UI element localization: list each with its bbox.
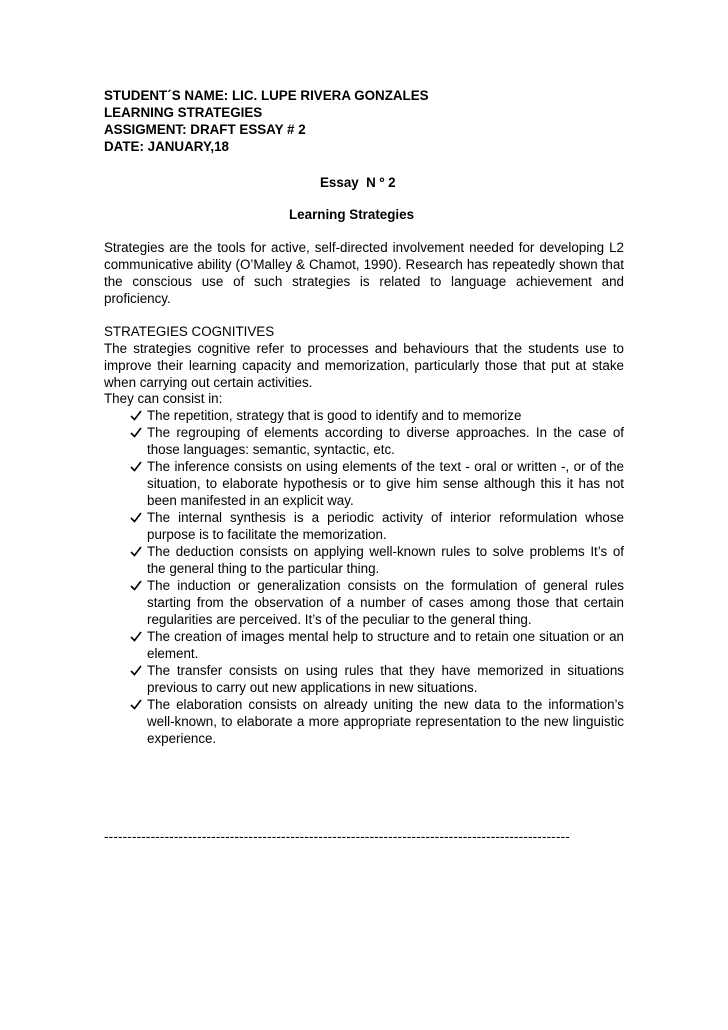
list-item-text: The deduction consists on applying well-known rules to solve problems It’s of the general thing to the particular thing. (147, 544, 624, 576)
list-item (104, 696, 624, 747)
list-item (104, 662, 624, 696)
checkmark-icon (129, 424, 143, 441)
list-item-text: The inference consists on using elements of the text - oral or written -, or of the situation, to elaborate hypothesis or to give him sense although this it has not been manifested in an explicit way. (147, 459, 624, 508)
intro-paragraph: Strategies are the tools for active, self-directed involvement needed for developing L2 communicative ability (O’Malley & Chamot, 1990). Research has repeatedly shown that the conscious use of such strategies is related to language achievement and proficiency. (104, 240, 624, 306)
list-item-text: The transfer consists on using rules that they have memorized in situations previous to carry out new applications in new situations. (147, 663, 624, 695)
assignment: ASSIGMENT: DRAFT ESSAY # 2 (104, 122, 306, 137)
list-intro: They can consist in: (104, 391, 223, 406)
page-divider: ---------------------------------------------------------------------------------------------------- (104, 829, 570, 844)
list-item (104, 543, 624, 577)
list-item-text: The creation of images mental help to structure and to retain one situation or an element. (147, 629, 624, 661)
essay-title: Learning Strategies (289, 207, 415, 222)
strategy-list (104, 407, 624, 747)
list-item (104, 458, 624, 509)
student-name: STUDENT´S NAME: LIC. LUPE RIVERA GONZALES (104, 88, 429, 103)
list-item-text: The elaboration consists on already uniting the new data to the information’s well-known, to elaborate a more appropriate representation to the new linguistic experience. (147, 697, 624, 746)
checkmark-icon (129, 628, 143, 645)
list-item (104, 407, 624, 424)
checkmark-icon (129, 407, 143, 424)
course-name: LEARNING STRATEGIES (104, 105, 263, 120)
list-item (104, 628, 624, 662)
document-page (104, 87, 624, 844)
header-block (104, 87, 624, 155)
checkmark-icon (129, 696, 143, 713)
list-item-text: The internal synthesis is a periodic activity of interior reformulation whose purpose is to facilitate the memorization. (147, 510, 624, 542)
checkmark-icon (129, 458, 143, 475)
list-item (104, 577, 624, 628)
checkmark-icon (129, 509, 143, 526)
checkmark-icon (129, 543, 143, 560)
checkmark-icon (129, 662, 143, 679)
list-item-text: The regrouping of elements according to diverse approaches. In the case of those languages: semantic, syntactic, etc. (147, 425, 624, 457)
list-item-text: The induction or generalization consists on the formulation of general rules starting from the observation of a number of cases among those that certain regularities are perceived. It’s of the peculiar to the general thing. (147, 578, 624, 627)
date: DATE: JANUARY,18 (104, 139, 229, 154)
section-title: STRATEGIES COGNITIVES (104, 324, 275, 339)
essay-number: Essay N º 2 (320, 175, 396, 190)
list-item-text: The repetition, strategy that is good to identify and to memorize (147, 408, 522, 423)
list-item (104, 509, 624, 543)
section-paragraph: The strategies cognitive refer to processes and behaviours that the students use to improve their learning capacity and memorization, particularly those that put at stake when carrying out certain activities. (104, 341, 624, 390)
list-item (104, 424, 624, 458)
checkmark-icon (129, 577, 143, 594)
